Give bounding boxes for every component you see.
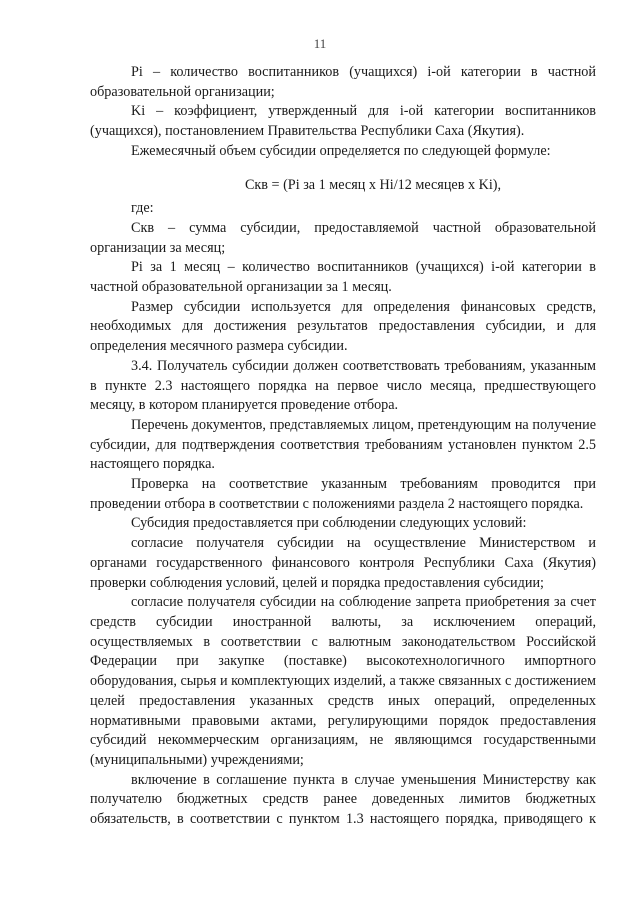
paragraph-condition-limits: включение в соглашение пункта в случае уменьшения Министерству как получателю бюджетных средств ранее доведенных лимитов бюджетных обязательств, в соответствии с пунктом 1.3 настоящего порядка, приводящего к <box>90 771 596 828</box>
paragraph-pi-month-definition: Pi за 1 месяц – количество воспитанников (учащихся) i-ой категории в частной образовательной организации за 1 месяц. <box>90 259 596 296</box>
paragraph-conditions-intro: Субсидия предоставляется при соблюдении следующих условий: <box>131 515 527 532</box>
paragraph-documents-list: Перечень документов, представляемых лицом, претендующим на получение субсидии, для подтверждения соответствия требованиям установлен пунктом 2.5 настоящего порядка. <box>90 416 596 473</box>
paragraph-skv-definition: Скв – сумма субсидии, предоставляемой частной образовательной организации за месяц; <box>90 219 596 256</box>
paragraph-verification: Проверка на соответствие указанным требованиям проводится при проведении отбора в соответствии с положениями раздела 2 настоящего порядка. <box>90 476 596 512</box>
paragraph-ki-definition: Ki – коэффициент, утвержденный для i-ой категории воспитанников (учащихся), постановлением Правительства Республики Саха (Якутия). <box>90 103 596 140</box>
document-body <box>90 63 596 830</box>
paragraph-where: где: <box>131 200 154 217</box>
paragraph-condition-control: согласие получателя субсидии на осуществление Министерством и органами государственного финансового контроля Республики Саха (Якутия) проверки соблюдения условий, целей и порядка предоставления субсидии; <box>90 535 596 591</box>
page-number: 11 <box>313 36 327 51</box>
paragraph-pi-definition: Pi – количество воспитанников (учащихся) i-ой категории в частной образовательной организации; <box>90 64 596 100</box>
paragraph-subsidy-size: Размер субсидии используется для определения финансовых средств, необходимых для достижения результатов предоставления субсидии, и для определения месячного размера субсидии. <box>90 298 596 355</box>
paragraph-formula-intro: Ежемесячный объем субсидии определяется по следующей формуле: <box>131 142 551 159</box>
paragraph-condition-currency: согласие получателя субсидии на соблюдение запрета приобретения за счет средств субсидии иностранной валюты, за исключением операций, осуществляемых в соответствии с валютным законодательством Российской Федерации при закупке (поставке) высокотехнологичного импортного оборудования, сырья и комплектующих изделий, а также связанных с достижением целей предоставления указанных средств иных операций, определенных нормативными правовыми актами, регулирующими порядок предоставления субсидий некоммерческим организациям, не являющимся государственными (муниципальными) учреждениями; <box>90 594 596 768</box>
formula: Скв = (Pi за 1 месяц x Hi/12 месяцев x Ki), <box>244 176 502 193</box>
paragraph-3-4: 3.4. Получатель субсидии должен соответствовать требованиям, указанным в пункте 2.3 настоящего порядка на первое число месяца, предшествующего месяцу, в котором планируется проведение отбора. <box>90 357 596 414</box>
